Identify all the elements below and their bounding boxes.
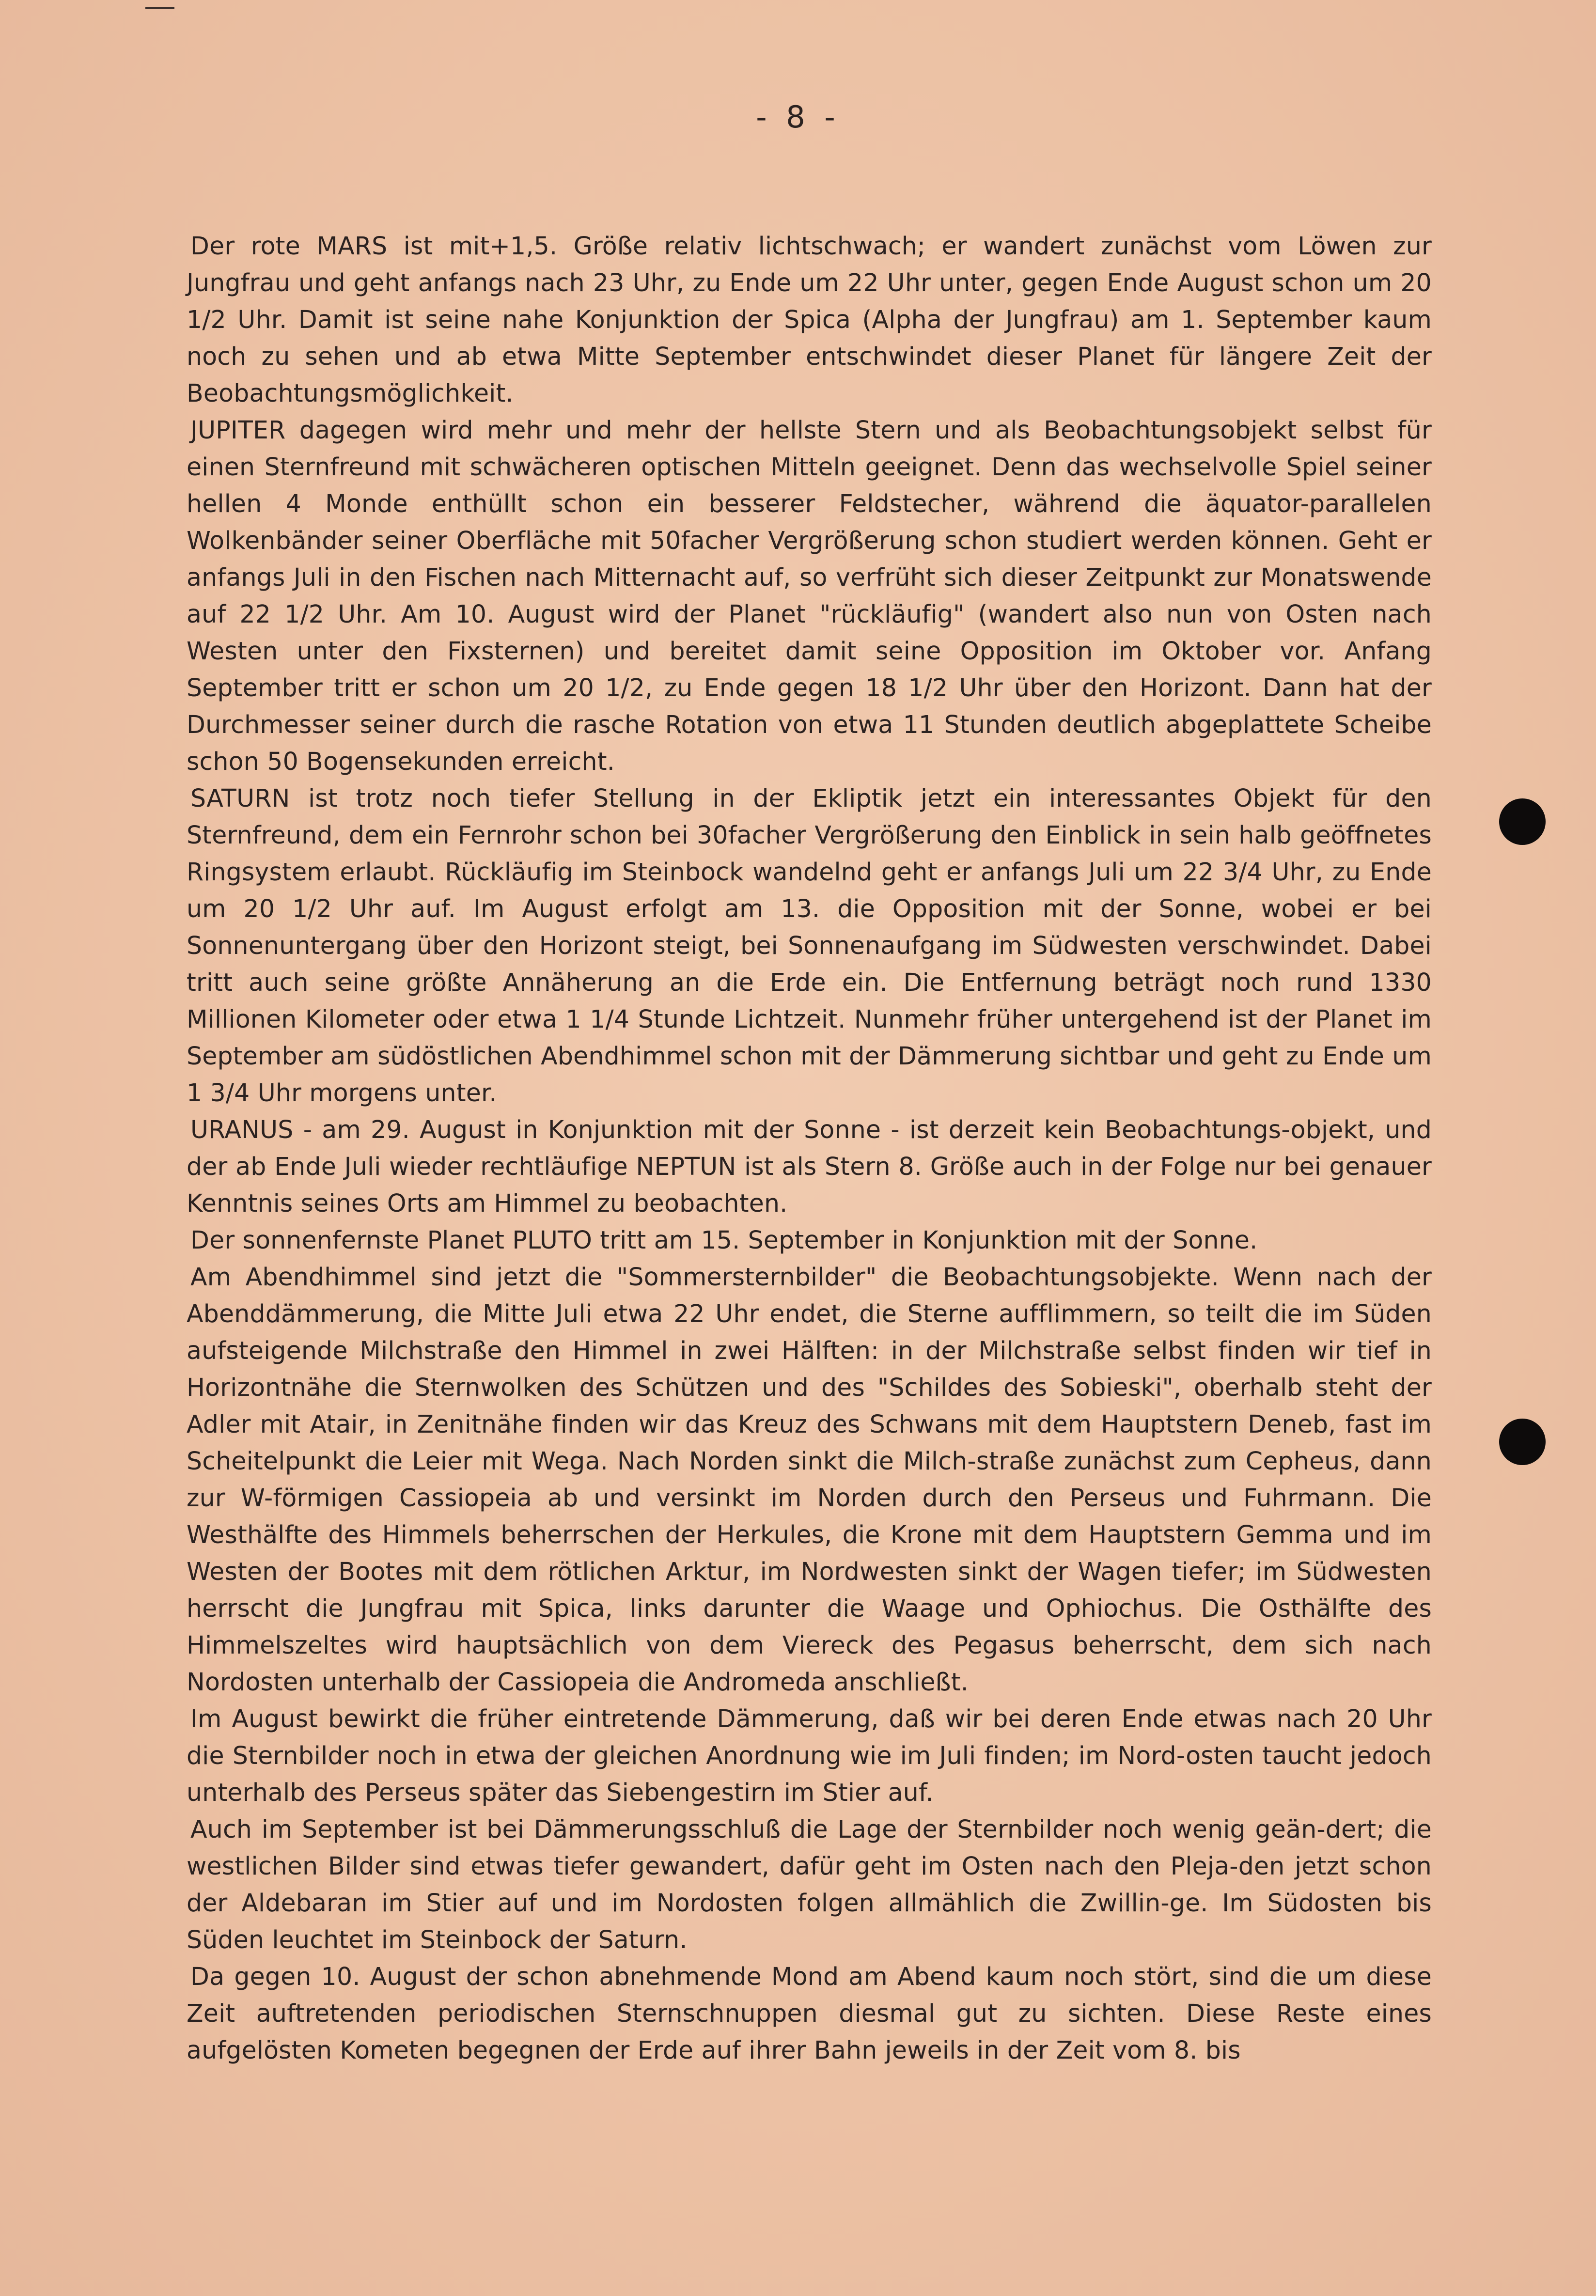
paragraph-abendhimmel: Am Abendhimmel sind jetzt die "Sommersternbilder" die Beobachtungsobjekte. Wenn nach der Abenddämmerung, die Mitte Juli etwa 22 Uhr endet, die Sterne aufflimmern, so teilt die im Süden aufsteigende Milchstraße den Himmel in zwei Hälften: in der Milchstraße selbst finden wir tief in Horizontnähe die Sternwolken des Schützen und des "Schildes des Sobieski", oberhalb steht der Adler mit Atair, in Zenitnähe finden wir das Kreuz des Schwans mit dem Hauptstern Deneb, fast im Scheitelpunkt die Leier mit Wega. Nach Norden sinkt die Milch-straße zunächst zum Cepheus, dann zur W-förmigen Cassiopeia ab und versinkt im Norden durch den Perseus und Fuhrmann. Die Westhälfte des Himmels beherrschen der Herkules, die Krone mit dem Hauptstern Gemma und im Westen der Bootes mit dem rötlichen Arktur, im Nordwesten sinkt der Wagen tiefer; im Südwesten herrscht die Jungfrau mit Spica, links darunter die Waage und Ophiochus. Die Osthälfte des Himmelszeltes wird hauptsächlich von dem Viereck des Pegasus beherrscht, dem sich nach Nordosten unterhalb der Cassiopeia die Andromeda anschließt. xyxy=(187,1263,1432,1696)
paragraph-pluto: Der sonnenfernste Planet PLUTO tritt am 15. September in Konjunktion mit der Sonne. xyxy=(190,1226,1258,1254)
paragraph-sternschnuppen: Da gegen 10. August der schon abnehmende Mond am Abend kaum noch stört, sind die um diese Zeit auftretenden periodischen Sternschnuppen diesmal gut zu sichten. Diese Reste eines aufgelösten Kometen begegnen der Erde auf ihrer Bahn jeweils in der Zeit vom 8. bis xyxy=(187,1962,1432,2064)
paragraph-august: Im August bewirkt die früher eintretende Dämmerung, daß wir bei deren Ende etwas nach 20 Uhr die Sternbilder noch in etwa der gleichen Anordnung wie im Juli finden; im Nord-osten taucht jedoch unterhalb des Perseus später das Siebengestirn im Stier auf. xyxy=(187,1704,1432,1807)
page-number: - 8 - xyxy=(756,99,840,135)
paragraph-september: Auch im September ist bei Dämmerungsschluß die Lage der Sternbilder noch wenig geän-dert; die westlichen Bilder sind etwas tiefer gewandert, dafür geht im Osten nach den Pleja-den jetzt schon der Aldebaran im Stier auf und im Nordosten folgen allmählich die Zwillin-ge. Im Südosten bis Süden leuchtet im Steinbock der Saturn. xyxy=(187,1815,1432,1954)
paragraph-mars: Der rote MARS ist mit+1,5. Größe relativ lichtschwach; er wandert zunächst vom Löwen zur Jungfrau und geht anfangs nach 23 Uhr, zu Ende um 22 Uhr unter, gegen Ende August schon um 20 1/2 Uhr. Damit ist seine nahe Konjunktion der Spica (Alpha der Jungfrau) am 1. September kaum noch zu sehen und ab etwa Mitte September entschwindet dieser Planet für längere Zeit der Beobachtungsmöglichkeit. xyxy=(187,232,1432,407)
corner-mark xyxy=(145,7,174,9)
body-text xyxy=(187,228,1432,2069)
paragraph-saturn: SATURN ist trotz noch tiefer Stellung in der Ekliptik jetzt ein interessantes Objekt für den Sternfreund, dem ein Fernrohr schon bei 30facher Vergrößerung den Einblick in sein halb geöffnetes Ringsystem erlaubt. Rückläufig im Steinbock wandelnd geht er anfangs Juli um 22 3/4 Uhr, zu Ende um 20 1/2 Uhr auf. Im August erfolgt am 13. die Opposition mit der Sonne, wobei er bei Sonnenuntergang über den Horizont steigt, bei Sonnenaufgang im Südwesten verschwindet. Dabei tritt auch seine größte Annäherung an die Erde ein. Die Entfernung beträgt noch rund 1330 Millionen Kilometer oder etwa 1 1/4 Stunde Lichtzeit. Nunmehr früher untergehend ist der Planet im September am südöstlichen Abendhimmel schon mit der Dämmerung sichtbar und geht zu Ende um 1 3/4 Uhr morgens unter. xyxy=(187,784,1432,1107)
paragraph-jupiter: JUPITER dagegen wird mehr und mehr der hellste Stern und als Beobachtungsobjekt selbst für einen Sternfreund mit schwächeren optischen Mitteln geeignet. Denn das wechselvolle Spiel seiner hellen 4 Monde enthüllt schon ein besserer Feldstecher, während die äquator-parallelen Wolkenbänder seiner Oberfläche mit 50facher Vergrößerung schon studiert werden können. Geht er anfangs Juli in den Fischen nach Mitternacht auf, so verfrüht sich dieser Zeitpunkt zur Monatswende auf 22 1/2 Uhr. Am 10. August wird der Planet "rückläufig" (wandert also nun von Osten nach Westen unter den Fixsternen) und bereitet damit seine Opposition im Oktober vor. Anfang September tritt er schon um 20 1/2, zu Ende gegen 18 1/2 Uhr über den Horizont. Dann hat der Durchmesser seiner durch die rasche Rotation von etwa 11 Stunden deutlich abgeplattete Scheibe schon 50 Bogensekunden erreicht. xyxy=(187,416,1432,776)
punch-hole xyxy=(1499,798,1546,845)
punch-hole xyxy=(1499,1419,1546,1465)
paragraph-uranus-neptun: URANUS - am 29. August in Konjunktion mit der Sonne - ist derzeit kein Beobachtungs-objekt, und der ab Ende Juli wieder rechtläufige NEPTUN ist als Stern 8. Größe auch in der Folge nur bei genauer Kenntnis seines Orts am Himmel zu beobachten. xyxy=(187,1115,1432,1218)
